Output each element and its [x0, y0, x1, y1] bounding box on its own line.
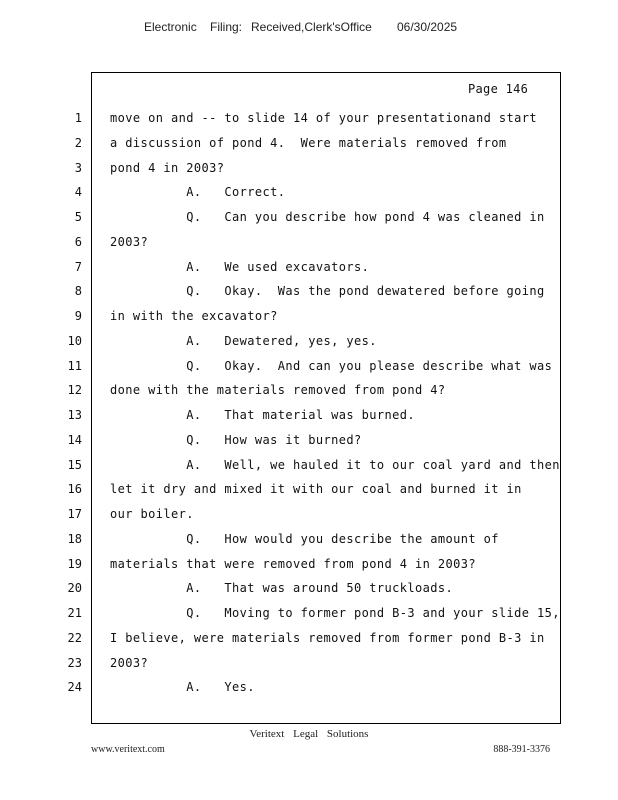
line-number: 8: [74, 284, 82, 298]
filing-header: [0, 20, 618, 38]
line-text: a discussion of pond 4. Were materials removed from: [110, 136, 507, 150]
line-text: 2003?: [110, 235, 149, 249]
line-number: 11: [67, 359, 82, 373]
line-text: A. We used excavators.: [110, 260, 370, 274]
line-number: 2: [74, 136, 82, 150]
line-number: 21: [67, 606, 82, 620]
line-text: I believe, were materials removed from former pond B-3 in: [110, 631, 545, 645]
line-text: Q. Can you describe how pond 4 was cleaned in: [110, 210, 545, 224]
line-text: 2003?: [110, 656, 149, 670]
footer-phone: 888-391-3376: [493, 744, 550, 755]
line-number: 24: [67, 680, 82, 694]
line-number: 18: [67, 532, 82, 546]
line-number: 10: [67, 334, 82, 348]
line-text: A. Dewatered, yes, yes.: [110, 334, 377, 348]
line-number: 23: [67, 656, 82, 670]
line-text: A. Yes.: [110, 680, 255, 694]
line-number: 14: [67, 433, 82, 447]
line-number: 15: [67, 458, 82, 472]
header-date: 06/30/2025: [397, 20, 458, 34]
line-number: 13: [67, 408, 82, 422]
line-text: Q. Moving to former pond B-3 and your slide 15,: [110, 606, 560, 620]
line-number: 9: [74, 309, 82, 323]
line-text: materials that were removed from pond 4 in 2003?: [110, 557, 476, 571]
line-number: 20: [67, 581, 82, 595]
page-number: Page 146: [468, 82, 529, 96]
footer-company: Veritext Legal Solutions: [249, 728, 369, 740]
line-number: 3: [74, 161, 82, 175]
line-text: our boiler.: [110, 507, 194, 521]
line-number: 6: [74, 235, 82, 249]
line-number: 22: [67, 631, 82, 645]
line-number: 7: [74, 260, 82, 274]
line-text: Q. Okay. Was the pond dewatered before going: [110, 284, 545, 298]
line-number: 16: [67, 482, 82, 496]
line-number: 12: [67, 383, 82, 397]
line-text: in with the excavator?: [110, 309, 278, 323]
header-received: Received,Clerk'sOffice: [251, 20, 372, 34]
line-number: 17: [67, 507, 82, 521]
line-number: 1: [74, 111, 82, 125]
header-filing: Filing:: [210, 20, 243, 34]
line-text: let it dry and mixed it with our coal and burned it in: [110, 482, 522, 496]
line-text: Q. How was it burned?: [110, 433, 362, 447]
line-text: Q. How would you describe the amount of: [110, 532, 499, 546]
header-electronic: Electronic: [144, 20, 197, 34]
line-number: 5: [74, 210, 82, 224]
line-text: A. That was around 50 truckloads.: [110, 581, 454, 595]
line-number: 19: [67, 557, 82, 571]
line-text: done with the materials removed from pond 4?: [110, 383, 446, 397]
line-text: A. Correct.: [110, 185, 286, 199]
line-text: A. Well, we hauled it to our coal yard and then: [110, 458, 560, 472]
footer-website: www.veritext.com: [91, 744, 165, 755]
line-number: 4: [74, 185, 82, 199]
line-text: Q. Okay. And can you please describe what was: [110, 359, 553, 373]
line-text: move on and -- to slide 14 of your presentationand start: [110, 111, 537, 125]
line-text: A. That material was burned.: [110, 408, 415, 422]
line-text: pond 4 in 2003?: [110, 161, 225, 175]
